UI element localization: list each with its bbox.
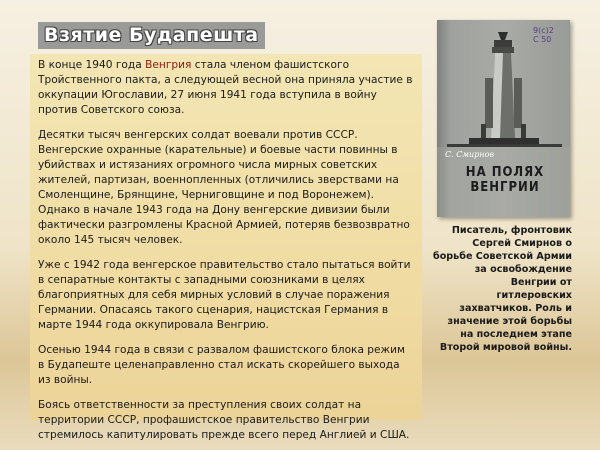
book-cover-image (437, 20, 570, 217)
library-stamp (533, 26, 554, 44)
paragraph-4: Осенью 1944 года в связи с развалом фашистского блока режим в Будапеште целенаправленно стал искать скорейшего выхода из войны. (38, 344, 405, 386)
main-text-box (30, 54, 422, 441)
paragraph-5: Боясь ответственности за преступления своих солдат на территории СССР, профашистское правительство Венгрии стремилось капитулировать прежде всего перед Англией и США. (38, 399, 410, 441)
slide-title: Взятие Будапешта (38, 22, 265, 49)
hungary-highlight: Венгрия (145, 59, 192, 71)
book-title-line-1: НА ПОЛЯХ (465, 165, 545, 180)
book-title (455, 165, 555, 195)
paragraph-1 (38, 58, 414, 118)
paragraph-1-pre: В конце 1940 года (38, 59, 146, 71)
paragraph-3: Уже с 1942 года венгерское правительство стало пытаться войти в сепаратные контакты с западными союзниками в целях благоприятных для себя мирных условий в случае поражения Германии. Опасаясь такого сценария, нацистская Германия в марте 1944 года оккупировала Венгрию. (38, 259, 411, 331)
paragraph-2: Десятки тысяч венгерских солдат воевали против СССР. Венгерские охранные (карательные) и боевые части повинны в убийствах и истязаниях огромного числа мирных советских жителей, партизан, военнопленных (отличились зверствами на Смоленщине, Брянщине, Черниговщине и под Воронежем). Однако в начале 1943 года на Дону венгерские дивизии были фактически разгромлены Красной Армией, потеряв безвозвратно около 145 тысяч человек. (38, 129, 410, 246)
paragraph-1-post: стала членом фашистского Тройственного пакта, а следующей весной она приняла участие в оккупации Югославии, 27 июня 1941 года вступила в войну против Советского союза. (38, 59, 413, 116)
book-title-line-2: ВЕНГРИИ (470, 180, 540, 195)
book-author: С. Смирнов (445, 150, 494, 159)
stamp-line-2: С 50 (533, 35, 552, 44)
book-caption: Писатель, фронтовик Сергей Смирнов о борьбе Советской Армии за освобождение Венгрии от гитлеровских захватчиков. Роль и значение этой борьбы на последнем этапе Второй мировой войны. (433, 225, 572, 353)
stamp-line-1: 9(с)2 (533, 26, 554, 35)
